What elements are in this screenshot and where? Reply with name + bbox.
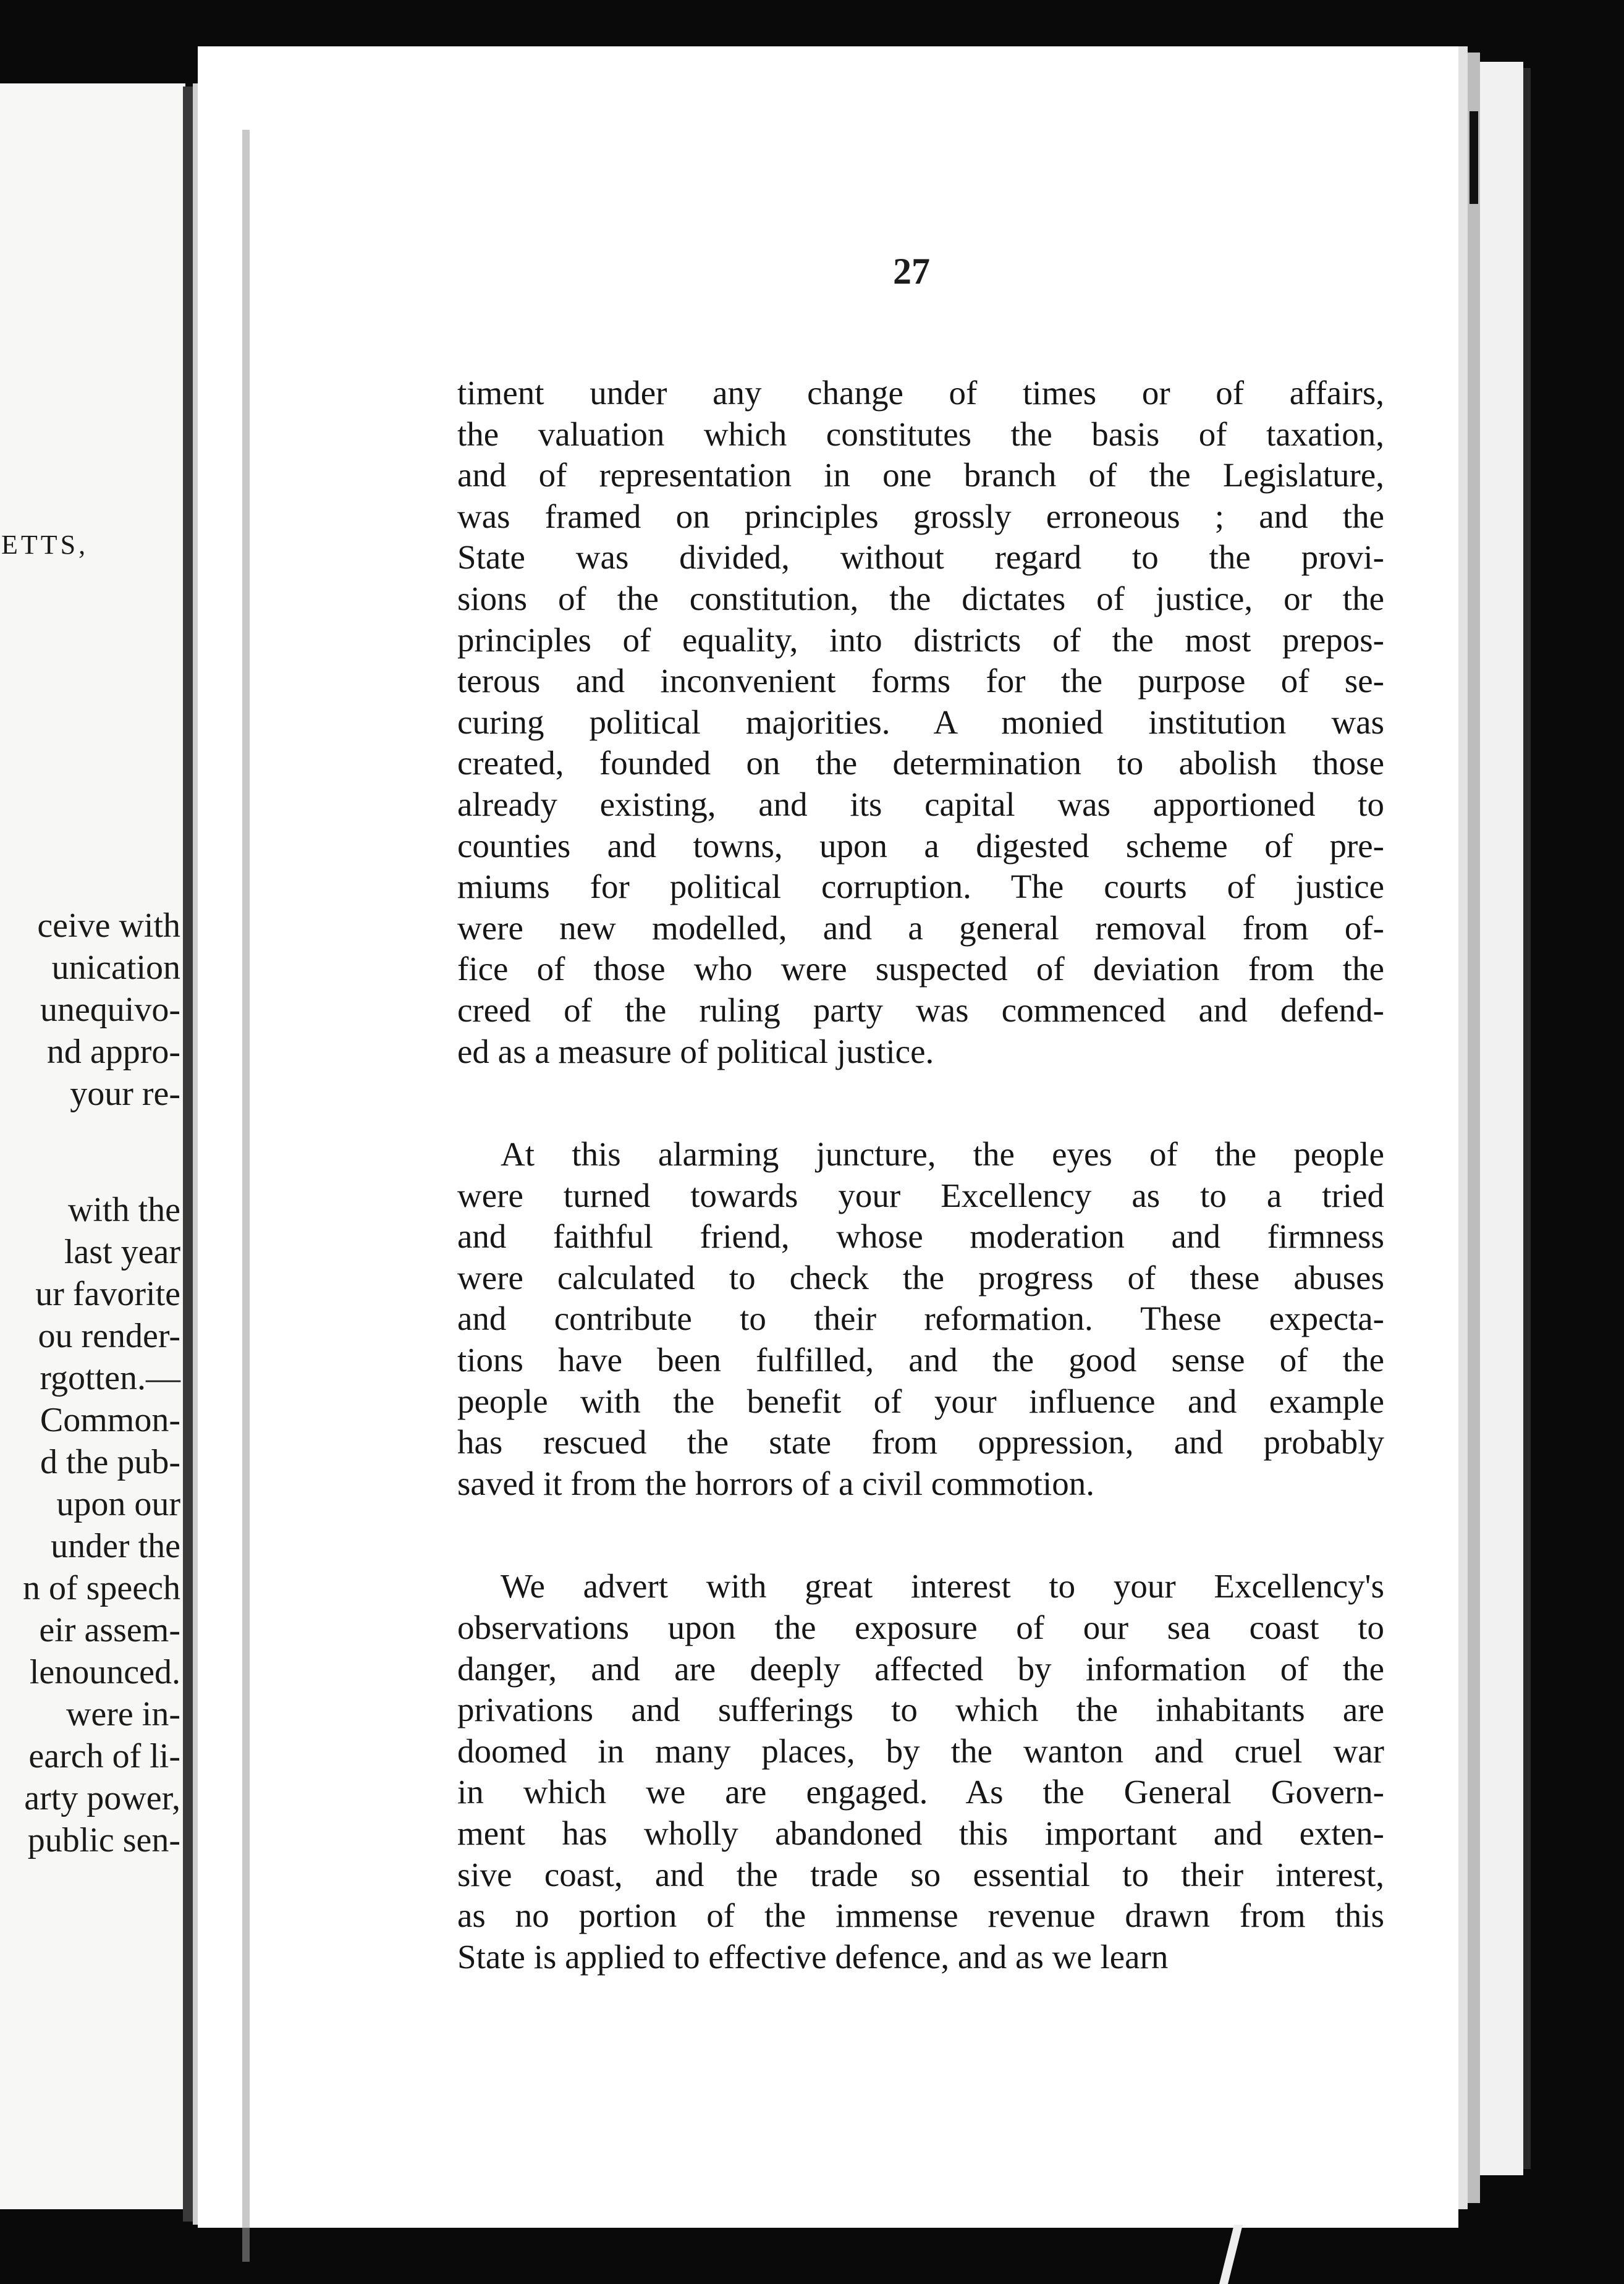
page-stack-edge <box>1480 62 1523 2175</box>
text-line: ed as a measure of political justice. <box>457 1032 934 1070</box>
left-page-text-fragment: under the <box>51 1527 180 1565</box>
paragraph <box>457 1566 1384 1977</box>
left-page-text-fragment: were in- <box>66 1695 180 1733</box>
left-page-text-fragment: eir assem- <box>39 1611 180 1649</box>
previous-page-fragment <box>0 83 185 2209</box>
text-line: We advert with great interest to your Excellency's <box>501 1567 1384 1605</box>
paragraph-gap <box>457 1504 1384 1566</box>
left-page-text-fragment: last year <box>64 1233 180 1271</box>
text-line: was framed on principles grossly erroneous ; and the <box>457 497 1384 535</box>
body-text <box>457 373 1384 1977</box>
text-line: observations upon the exposure of our sea coast to <box>457 1609 1384 1647</box>
text-line: curing political majorities. A monied institution was <box>457 703 1384 741</box>
scan-mark <box>1219 2225 1243 2284</box>
left-page-text-fragment: ou render- <box>38 1317 180 1355</box>
text-line: were turned towards your Excellency as to a tried <box>457 1176 1384 1214</box>
left-page-text-fragment: rgotten.— <box>40 1359 180 1397</box>
left-page-text-fragment: nd appro- <box>46 1033 180 1071</box>
left-page-text-fragment: Common- <box>40 1401 180 1439</box>
left-page-text-fragment: arty power, <box>24 1779 180 1817</box>
left-page-text-fragment: earch of li- <box>28 1737 180 1775</box>
text-line: fice of those who were suspected of deviation from the <box>457 950 1384 988</box>
left-page-text-fragment: d the pub- <box>40 1443 180 1481</box>
page-stack-edge <box>1468 53 1480 2203</box>
left-page-text-fragment: upon our <box>56 1485 180 1523</box>
page-stack-edge <box>1523 68 1531 2169</box>
text-line: ment has wholly abandoned this important and exten- <box>457 1814 1384 1852</box>
page-fold-shadow <box>242 130 250 2262</box>
text-line: and of representation in one branch of the Legislature, <box>457 456 1384 494</box>
text-line: sive coast, and the trade so essential to their interest, <box>457 1855 1384 1893</box>
left-page-text-fragment: lenounced. <box>29 1653 180 1691</box>
text-line: the valuation which constitutes the basis of taxation, <box>457 415 1384 453</box>
text-line: people with the benefit of your influence and example <box>457 1382 1384 1420</box>
gutter-shadow <box>183 87 193 2222</box>
text-line: and contribute to their reformation. These expecta- <box>457 1300 1384 1338</box>
text-line: principles of equality, into districts of the most prepos- <box>457 620 1384 659</box>
text-line: State is applied to effective defence, and as we learn <box>457 1937 1169 1976</box>
left-page-text-fragment: unication <box>51 949 180 987</box>
text-line: creed of the ruling party was commenced and defend- <box>457 991 1384 1029</box>
current-page <box>198 46 1458 2228</box>
page-number: 27 <box>893 251 930 292</box>
text-line: sions of the constitution, the dictates of justice, or the <box>457 579 1384 617</box>
left-page-text-fragment: with the <box>68 1191 180 1229</box>
paragraph <box>457 1134 1384 1504</box>
paragraph-gap <box>457 1072 1384 1134</box>
text-line: tions have been fulfilled, and the good sense of the <box>457 1341 1384 1379</box>
text-line: terous and inconvenient forms for the purpose of se- <box>457 662 1384 700</box>
text-line: privations and sufferings to which the inhabitants are <box>457 1691 1384 1729</box>
text-line: danger, and are deeply affected by information of the <box>457 1649 1384 1688</box>
text-line: At this alarming juncture, the eyes of the people <box>501 1135 1384 1174</box>
text-line: counties and towns, upon a digested scheme of pre- <box>457 826 1384 865</box>
left-page-text-fragment: n of speech <box>22 1569 180 1607</box>
left-page-text-fragment: ur favorite <box>35 1275 180 1313</box>
text-line: created, founded on the determination to abolish those <box>457 744 1384 782</box>
left-page-text-fragment: public sen- <box>27 1821 180 1859</box>
text-line: already existing, and its capital was apportioned to <box>457 785 1384 823</box>
left-page-text-fragment: ETTS, <box>1 530 89 560</box>
text-line: as no portion of the immense revenue drawn from this <box>457 1897 1384 1935</box>
scan-mark <box>1470 111 1478 204</box>
text-line: were new modelled, and a general removal from of- <box>457 908 1384 947</box>
left-page-text-fragment: your re- <box>70 1075 180 1113</box>
text-line: and faithful friend, whose moderation and firmness <box>457 1217 1384 1256</box>
text-line: State was divided, without regard to the provi- <box>457 538 1384 577</box>
left-page-text-fragment: ceive with <box>37 907 180 945</box>
text-line: miums for political corruption. The courts of justice <box>457 868 1384 906</box>
text-line: timent under any change of times or of affairs, <box>457 374 1384 412</box>
text-line: in which we are engaged. As the General Govern- <box>457 1773 1384 1811</box>
text-line: doomed in many places, by the wanton and cruel war <box>457 1732 1384 1770</box>
text-line: were calculated to check the progress of these abuses <box>457 1258 1384 1296</box>
paragraph <box>457 373 1384 1072</box>
text-line: saved it from the horrors of a civil commotion. <box>457 1464 1095 1502</box>
text-line: has rescued the state from oppression, and probably <box>457 1423 1384 1461</box>
left-page-text-fragment: unequivo- <box>40 991 180 1029</box>
